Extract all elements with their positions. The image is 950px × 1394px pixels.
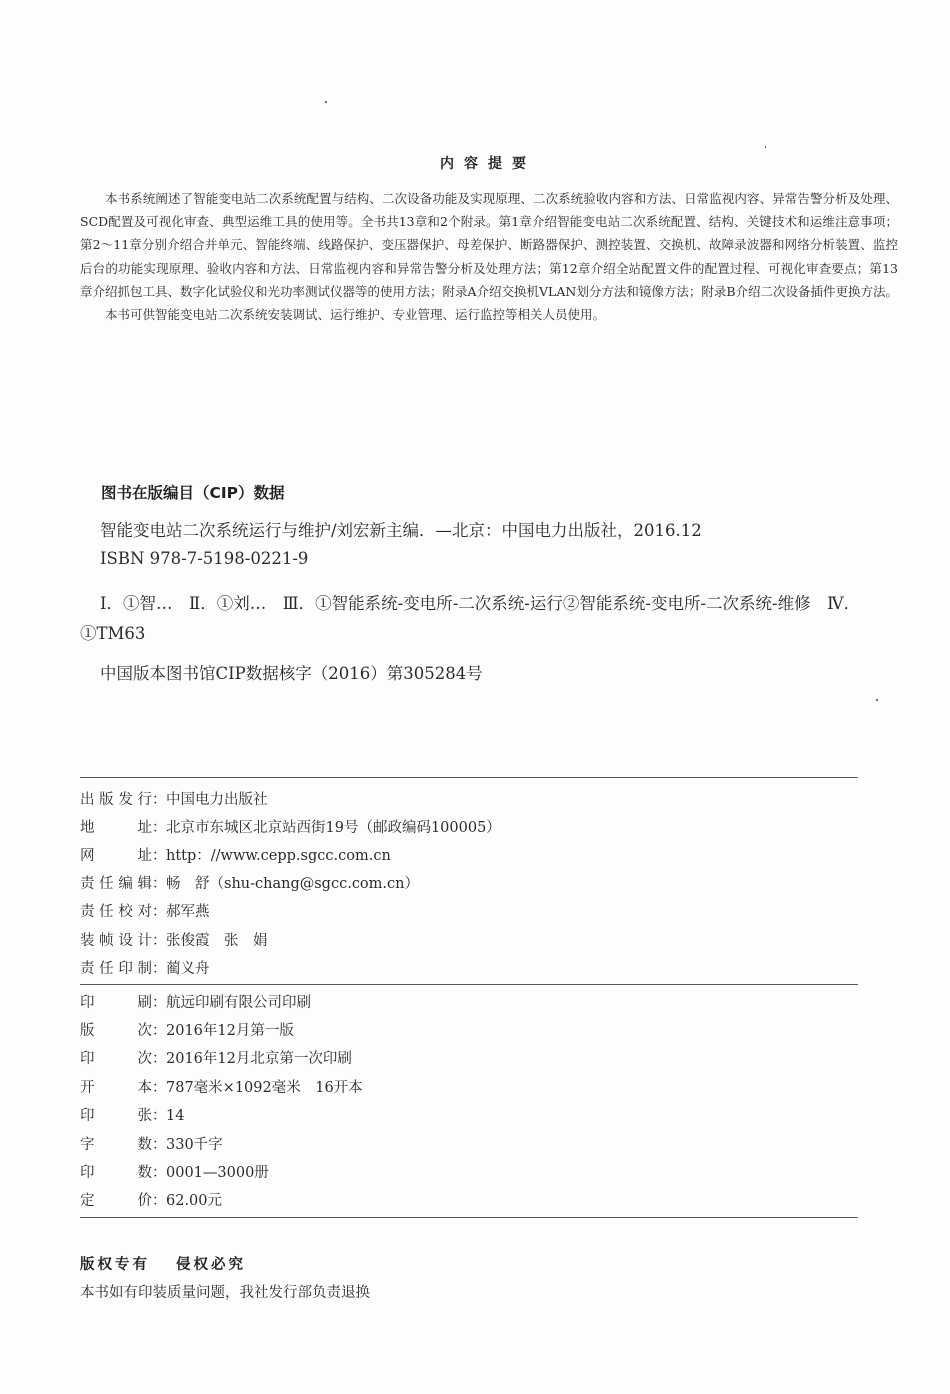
row-label: 印次 [80, 1051, 152, 1067]
print-manager-row [80, 957, 210, 979]
row-label: 字数 [80, 1137, 152, 1153]
copyright-title [80, 1253, 246, 1274]
word-count-row [80, 1133, 223, 1155]
format-row [80, 1076, 363, 1098]
abstract-title: 内容提要 [440, 156, 536, 172]
row-value: 郝军燕 [166, 904, 210, 920]
publisher-row [80, 788, 268, 810]
copyright-note: 本书如有印装质量问题，我社发行部负责退换 [80, 1285, 370, 1301]
copyright-left: 版权专有 [80, 1257, 150, 1273]
divider [80, 984, 858, 985]
row-colon: ： [152, 933, 167, 949]
row-value: 2016年12月第一版 [166, 1023, 294, 1039]
proofreader-row [80, 900, 210, 922]
row-value: 中国电力出版社 [166, 792, 268, 808]
row-label: 印刷 [80, 995, 152, 1011]
row-value: 张俊霞 张 娟 [166, 933, 268, 949]
row-colon: ： [152, 1165, 167, 1181]
row-value: http：//www.cepp.sgcc.com.cn [166, 848, 391, 864]
cip-isbn: ISBN 978-7-5198-0221-9 [100, 549, 309, 568]
row-value: 航远印刷有限公司印刷 [166, 995, 311, 1011]
row-colon: ： [152, 995, 167, 1011]
divider [80, 1217, 858, 1218]
row-colon: ： [152, 1137, 167, 1153]
row-value: 14 [166, 1108, 185, 1124]
row-colon: ： [152, 961, 167, 977]
row-colon: ： [152, 1051, 167, 1067]
row-colon: ： [152, 848, 167, 864]
row-value: 畅 舒（shu-chang@sgcc.com.cn） [166, 876, 419, 892]
copyright-right: 侵权必究 [176, 1257, 246, 1273]
row-value: 蔺义舟 [166, 961, 210, 977]
website-row [80, 844, 391, 866]
abstract-paragraph: 本书系统阐述了智能变电站二次系统配置与结构、二次设备功能及实现原理、二次系统验收内容和方法、日常监视内容、异常告警分析及处理、SCD配置及可视化审查、典型运维工具的使用等。全书共13章和2个附录。第1章介绍智能变电站二次系统配置、结构、关键技术和运维注意事项；第2～11章分别介绍合并单元、智能终端、线路保护、变压器保护、母差保护、断路器保护、测控装置、交换机、故障录波器和网络分析装置、监控后台的功能实现原理、验收内容和方法、日常监视内容和异常告警分析及处理方法；第12章介绍全站配置文件的配置过程、可视化审查要点；第13章介绍抓包工具、数字化试验仪和光功率测试仪器等的使用方法；附录A介绍交换机VLAN划分方法和镜像方法；附录B介绍二次设备插件更换方法。 [80, 191, 899, 299]
row-colon: ： [152, 1193, 167, 1209]
scan-speck [325, 101, 327, 103]
row-colon: ： [152, 904, 167, 920]
cip-heading: 图书在版编目（CIP）数据 [101, 484, 285, 502]
row-value: 330千字 [166, 1137, 223, 1153]
print-run-row [80, 1161, 269, 1183]
impression-row [80, 1047, 352, 1069]
row-colon: ： [152, 792, 167, 808]
row-label: 责任印制 [80, 961, 152, 977]
abstract-body [80, 187, 898, 326]
row-label: 责任编辑 [80, 876, 152, 892]
divider [80, 777, 858, 778]
cip-verification: 中国版本图书馆CIP数据核字（2016）第305284号 [100, 664, 483, 683]
row-colon: ： [152, 876, 167, 892]
row-label: 装帧设计 [80, 933, 152, 949]
row-value: 62.00元 [166, 1193, 223, 1209]
row-label: 定价 [80, 1193, 152, 1209]
editor-row [80, 872, 419, 894]
row-value: 787毫米×1092毫米 16开本 [166, 1080, 363, 1096]
sheets-row [80, 1104, 184, 1126]
designer-row [80, 929, 268, 951]
edition-row [80, 1019, 294, 1041]
row-colon: ： [152, 1023, 167, 1039]
price-row [80, 1189, 222, 1211]
row-value: 0001—3000册 [166, 1165, 269, 1181]
row-value: 北京市东城区北京站西街19号（邮政编码100005） [166, 820, 501, 836]
row-label: 责任校对 [80, 904, 152, 920]
row-label: 印数 [80, 1165, 152, 1181]
row-label: 印张 [80, 1108, 152, 1124]
row-label: 开本 [80, 1080, 152, 1096]
row-colon: ： [152, 820, 167, 836]
scan-speck [765, 146, 766, 148]
cip-subjects: Ⅰ．①智… Ⅱ．①刘… Ⅲ．①智能系统-变电所-二次系统-运行②智能系统-变电所-二次系统-维修 Ⅳ．①TM63 [80, 594, 861, 643]
row-label: 出版发行 [80, 792, 152, 808]
address-row [80, 816, 501, 838]
abstract-paragraph: 本书可供智能变电站二次系统安装调试、运行维护、专业管理、运行监控等相关人员使用。 [105, 307, 606, 323]
row-colon: ： [152, 1080, 167, 1096]
row-label: 地址 [80, 820, 152, 836]
row-label: 版次 [80, 1023, 152, 1039]
scan-speck [876, 699, 878, 701]
row-label: 网址 [80, 848, 152, 864]
cip-title-line: 智能变电站二次系统运行与维护/刘宏新主编．—北京：中国电力出版社，2016.12 [100, 521, 702, 540]
row-value: 2016年12月北京第一次印刷 [166, 1051, 352, 1067]
row-colon: ： [152, 1108, 167, 1124]
printer-row [80, 991, 311, 1013]
